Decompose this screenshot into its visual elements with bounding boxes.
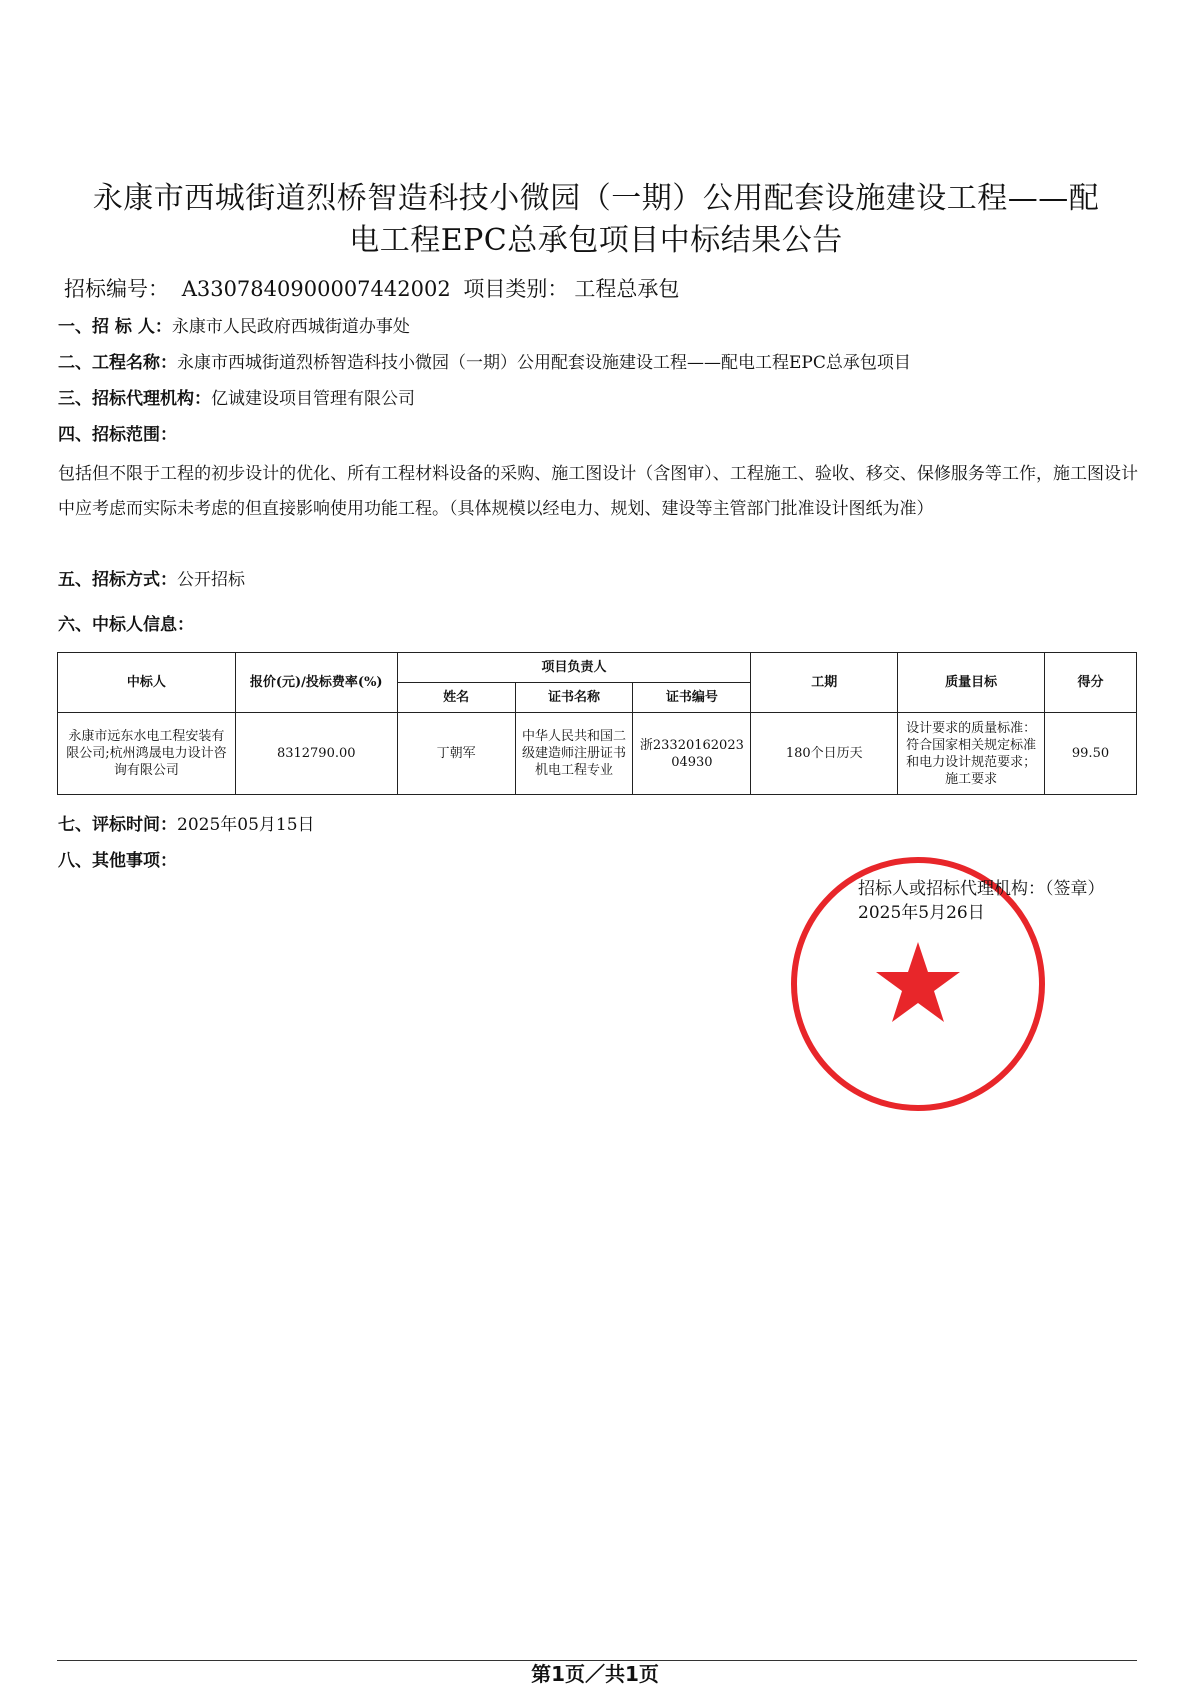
notice-title [56, 178, 1136, 262]
header-score: 得分 [1045, 653, 1137, 713]
title-line-1: 永康市西城街道烈桥智造科技小微园（一期）公用配套设施建设工程——配 [92, 181, 1100, 216]
signature-block [858, 877, 1105, 925]
winner-table [57, 652, 1137, 795]
section-label: 四、招标范围： [58, 425, 177, 445]
header-price: 报价(元)/投标费率(%) [235, 653, 397, 713]
section-agency [58, 386, 415, 412]
section-value: 公开招标 [177, 570, 245, 590]
cell-period: 180个日历天 [751, 713, 898, 795]
header-winner: 中标人 [58, 653, 236, 713]
header-period: 工期 [751, 653, 898, 713]
header-cert-no: 证书编号 [633, 683, 751, 713]
section-scope-heading [58, 422, 177, 448]
table-row [58, 713, 1137, 795]
cell-cert-name: 中华人民共和国二级建造师注册证书机电工程专业 [515, 713, 633, 795]
section-project-name [58, 350, 911, 376]
page-number: 第1页／共1页 [531, 1662, 659, 1686]
header-quality: 质量目标 [898, 653, 1045, 713]
section-value: 2025年05月15日 [177, 815, 315, 835]
section-tenderer [58, 314, 410, 340]
cell-cert-no: 浙2332016202304930 [633, 713, 751, 795]
section-other [58, 848, 177, 874]
scope-paragraph: 包括但不限于工程的初步设计的优化、所有工程材料设备的采购、施工图设计（含图审）、工程施工、验收、移交、保修服务等工作，施工图设计中应考虑而实际未考虑的但直接影响使用功能工程。（具体规模以经电力、规划、建设等主管部门批准设计图纸为准） [58, 464, 1138, 519]
header-name: 姓名 [397, 683, 515, 713]
cell-winner: 永康市远东水电工程安装有限公司;杭州鸿晟电力设计咨询有限公司 [58, 713, 236, 795]
section-method [58, 567, 245, 593]
section-value: 永康市西城街道烈桥智造科技小微园（一期）公用配套设施建设工程——配电工程EPC总承包项目 [177, 353, 911, 373]
header-manager: 项目负责人 [397, 653, 751, 683]
section-value: 亿诚建设项目管理有限公司 [211, 389, 415, 409]
cell-score: 99.50 [1045, 713, 1137, 795]
cell-quality: 设计要求的质量标准：符合国家相关规定标准和电力设计规范要求；施工要求 [898, 713, 1045, 795]
section-label: 五、招标方式： [58, 570, 177, 590]
section-label: 一、招 标 人： [58, 317, 172, 337]
cell-price: 8312790.00 [235, 713, 397, 795]
section-value: 永康市人民政府西城街道办事处 [171, 317, 410, 337]
title-line-2: 电工程EPC总承包项目中标结果公告 [349, 223, 843, 258]
section-label: 六、中标人信息： [58, 615, 194, 635]
project-type-value: 工程总承包 [574, 277, 680, 301]
section-eval-time [58, 812, 315, 838]
section-winner-heading [58, 612, 194, 638]
project-type-label: 项目类别： [463, 277, 569, 301]
cell-name: 丁朝军 [397, 713, 515, 795]
section-label: 八、其他事项： [58, 851, 177, 871]
header-cert-name: 证书名称 [515, 683, 633, 713]
signature-label: 招标人或招标代理机构：（签章） [858, 879, 1105, 899]
section-label: 二、工程名称： [58, 353, 177, 373]
bid-code-label: 招标编号： [64, 277, 169, 301]
bid-code-value: A3307840900007442002 [181, 277, 451, 301]
section-label: 三、招标代理机构： [58, 389, 211, 409]
section-label: 七、评标时间： [58, 815, 177, 835]
signature-date: 2025年5月26日 [858, 903, 985, 923]
bid-meta [64, 274, 685, 304]
